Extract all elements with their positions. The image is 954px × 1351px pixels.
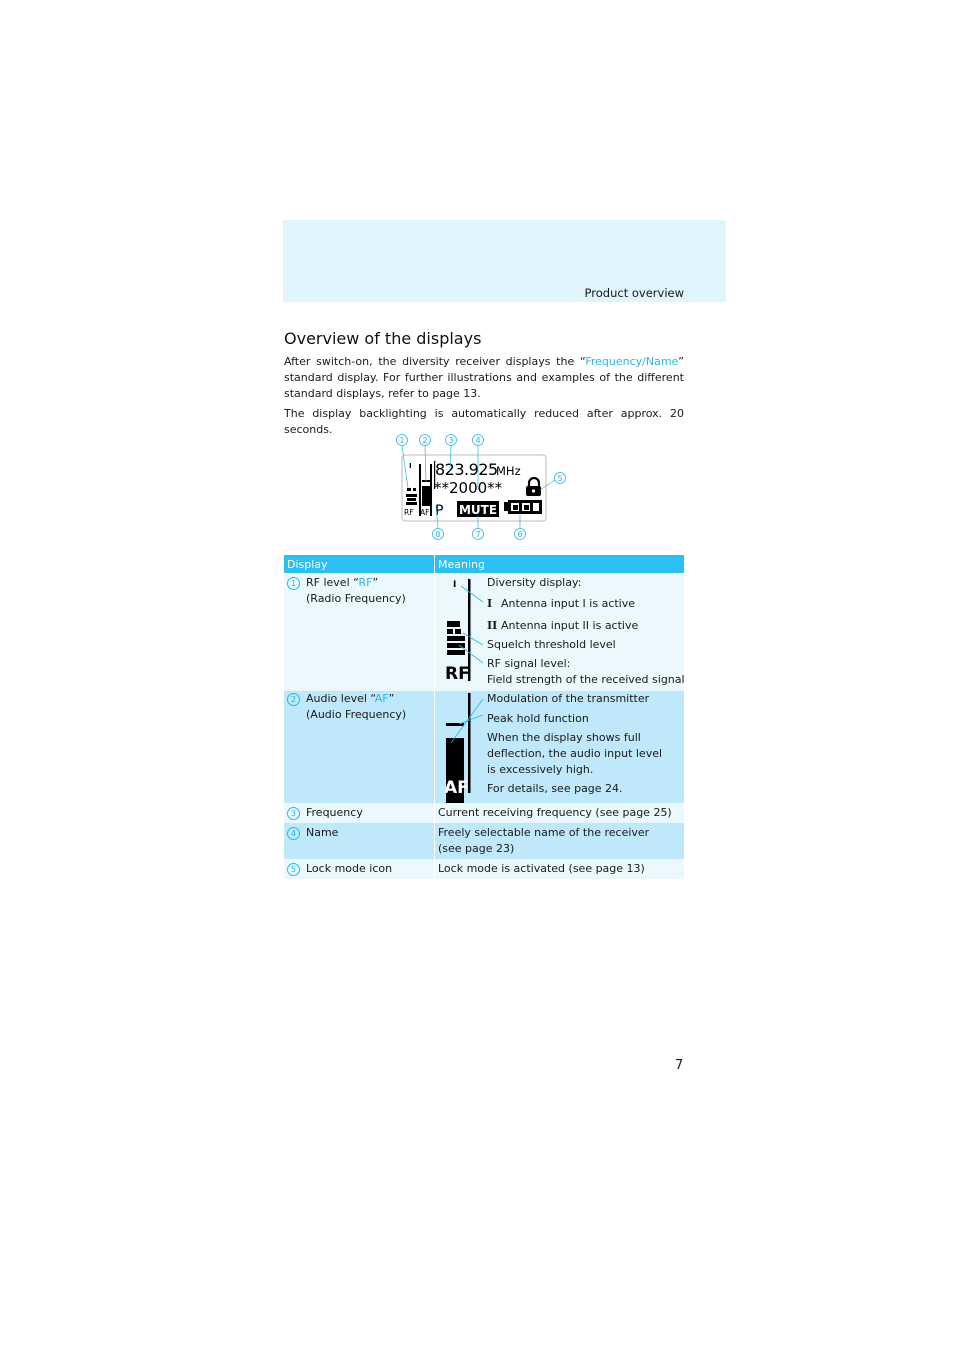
af-level-illustration [441, 691, 493, 803]
svg-text:7: 7 [475, 530, 481, 539]
svg-text:4: 4 [475, 436, 481, 445]
af-meaning-2: Peak hold function [487, 712, 589, 725]
svg-text:5: 5 [557, 474, 563, 483]
display-diagram [390, 430, 580, 545]
callout-6 [515, 529, 526, 540]
number-badge: 1 [287, 577, 300, 590]
af-meaning-1: Modulation of the transmitter [487, 692, 650, 705]
number-badge: 5 [287, 863, 300, 876]
rf-meaning-5: RF signal level: [487, 657, 571, 670]
table-row-name [284, 823, 684, 859]
name-meaning-1: Freely selectable name of the receiver [438, 826, 650, 839]
page-title: Overview of the displays [284, 329, 482, 348]
callout-8 [433, 529, 444, 540]
callout-5 [555, 473, 566, 484]
backlight-paragraph: The display backlighting is automatically reduced after approx. 20 seconds. [284, 407, 684, 436]
af-highlight: AF [374, 692, 389, 705]
callout-2 [420, 435, 431, 446]
svg-text:AF: AF [444, 778, 469, 798]
name-label: Name [306, 826, 339, 839]
table-row-lock [284, 859, 684, 879]
intro-text-2: ” standard display. For further illustrations and examples of the different standard displays, refer to page 13. [284, 355, 684, 400]
rf-highlight: RF [358, 576, 373, 589]
header-meaning: Meaning [435, 555, 685, 573]
rf-meaning-2: Antenna input I is active [501, 597, 636, 610]
diagram-unit: MHz [496, 464, 521, 478]
af-meaning-4: deflection, the audio input level [487, 747, 663, 760]
number-badge: 3 [287, 807, 300, 820]
rf-meaning-1: Diversity display: [487, 576, 582, 589]
name-meaning-2: (see page 23) [438, 842, 515, 855]
svg-text:6: 6 [517, 530, 523, 539]
lock-meaning: Lock mode is activated (see page 13) [435, 859, 685, 879]
table-row-af: 2 Audio level “AF” (Audio Frequency) AF Modulation of the transmitter Peak hold function When the display shows full deflection, the audio input level is excessively high. For details, see page 24. [284, 691, 684, 803]
section-title: Product overview [584, 286, 684, 300]
antenna-i-icon: I [487, 597, 493, 610]
svg-text:1: 1 [399, 436, 405, 445]
diagram-preset: P [435, 503, 444, 519]
diagram-frequency: 823.925 [435, 460, 498, 479]
header-display: Display [284, 555, 435, 573]
svg-text:I: I [453, 580, 457, 590]
svg-text:2: 2 [422, 436, 428, 445]
callout-4 [473, 435, 484, 446]
rf-level-illustration [441, 573, 493, 691]
svg-text:RF: RF [445, 664, 470, 684]
battery-icon [504, 500, 542, 514]
diagram-name: **2000** [434, 479, 503, 497]
rf-meaning-3: Antenna input II is active [501, 619, 639, 632]
svg-text:8: 8 [435, 530, 441, 539]
antenna-ii-icon: II [487, 619, 498, 632]
rf-label: RF [404, 508, 414, 517]
frequency-meaning: Current receiving frequency (see page 25) [435, 803, 685, 823]
callout-3 [446, 435, 457, 446]
legend-table [284, 555, 684, 879]
header-band [283, 220, 726, 302]
lock-label: Lock mode icon [306, 862, 393, 875]
af-meaning-6: For details, see page 24. [487, 782, 623, 795]
af-meaning-3: When the display shows full [487, 731, 641, 744]
number-badge: 4 [287, 827, 300, 840]
intro-paragraph [284, 354, 684, 402]
callout-1 [397, 435, 408, 446]
af-label: AF [420, 508, 430, 517]
svg-text:MUTE: MUTE [458, 503, 498, 517]
antenna-indicator: I [409, 462, 412, 470]
number-badge: 2 [287, 693, 300, 706]
af-sub: (Audio Frequency) [306, 708, 407, 721]
intro-text-1: After switch-on, the diversity receiver displays the “ [284, 355, 586, 368]
af-meaning-5: is excessively high. [487, 763, 594, 776]
callout-7 [473, 529, 484, 540]
frequency-label: Frequency [306, 806, 363, 819]
table-row-frequency [284, 803, 684, 823]
rf-meaning-6: Field strength of the received signal [487, 673, 685, 686]
page-number: 7 [675, 1058, 684, 1073]
frequency-name-link[interactable]: Frequency/Name [585, 355, 679, 368]
table-row-rf: 1 RF level “RF” (Radio Frequency) I RF Diversity display: I Antenna input I is active II Antenna input II is active Squelch threshold level RF signal level: Field strength of the received signal [284, 573, 684, 691]
rf-meaning-4: Squelch threshold level [487, 638, 616, 651]
svg-text:3: 3 [448, 436, 454, 445]
rf-sub: (Radio Frequency) [306, 592, 406, 605]
